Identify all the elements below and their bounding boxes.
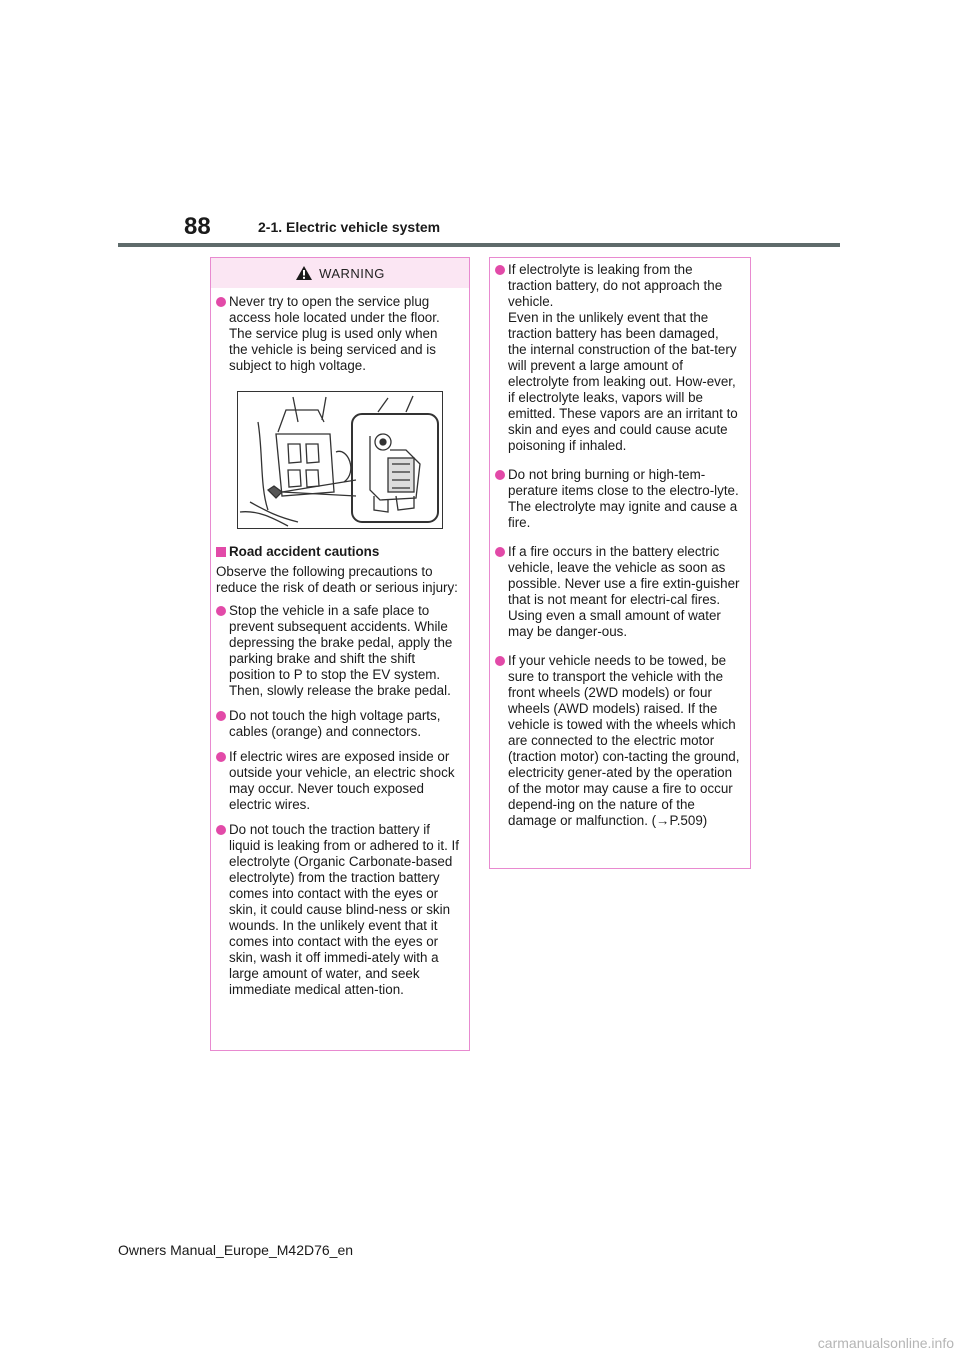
- watermark: carmanualsonline.info: [817, 1335, 954, 1351]
- list-item: [216, 822, 459, 998]
- service-plug-illustration-drawing: [238, 392, 442, 528]
- list-item: [495, 544, 740, 640]
- bullet-text: If a fire occurs in the battery electric vehicle, leave the vehicle as soon as possible. Never use a fire extin-guisher that is not meant for electri-cal fires. Using even a small amount of water may be danger-ous.: [508, 544, 740, 639]
- bullet-continuation: Even in the unlikely event that the traction battery has been damaged, the internal construction of the bat-tery will prevent a large amount of electrolyte from leaking out. How-ever, if electrolyte leaks, vapors will be emitted. These vapors are an irritant to skin and eyes and could cause acute poisoning if inhaled.: [508, 310, 738, 453]
- footer-manual-id: Owners Manual_Europe_M42D76_en: [118, 1242, 354, 1258]
- bullet-text: If electrolyte is leaking from the traction battery, do not approach the vehicle.: [508, 262, 723, 309]
- square-bullet-icon: [216, 547, 226, 557]
- bullet-text: Never try to open the service plug access hole located under the floor. The service plug is used only when the vehicle is being serviced and is subject to high voltage.: [229, 294, 440, 373]
- bullet-dot-icon: [495, 265, 505, 275]
- bullet-dot-icon: [216, 297, 226, 307]
- bullet-dot-icon: [495, 470, 505, 480]
- list-item: [216, 603, 459, 699]
- list-item: [495, 467, 740, 531]
- page-number: 88: [184, 213, 211, 240]
- list-item: [216, 708, 459, 740]
- bullet-dot-icon: [216, 711, 226, 721]
- header-rule: [118, 243, 840, 247]
- bullet-dot-icon: [495, 656, 505, 666]
- warning-label: WARNING: [319, 265, 385, 281]
- warning-header: [211, 258, 469, 288]
- list-item: [495, 262, 740, 454]
- bullet-text: If your vehicle needs to be towed, be sure to transport the vehicle with the front wheels (2WD models) or four wheels (AWD models) raised. If the vehicle is towed with the wheels which are connected to the electric motor (traction motor) con-tacting the ground, electricity gener-ated by the operation of the motor may cause a fire to occur depend-ing on the nature of the damage or malfunction. (→P.509): [508, 653, 740, 828]
- bullet-text: If electric wires are exposed inside or outside your vehicle, an electric shock may occur. Never touch exposed electric wires.: [229, 749, 455, 812]
- bullet-dot-icon: [216, 752, 226, 762]
- bullet-text: Do not touch the high voltage parts, cables (orange) and connectors.: [229, 708, 441, 739]
- list-item: [495, 653, 740, 829]
- warning-box-right: [489, 257, 751, 869]
- service-plug-illustration: [237, 391, 443, 529]
- bullet-dot-icon: [216, 825, 226, 835]
- section-title: 2-1. Electric vehicle system: [258, 219, 441, 235]
- bullet-text: Do not touch the traction battery if liquid is leaking from or adhered to it. If electrolyte (Organic Carbonate-based electrolyte) from the traction battery comes into contact with the eyes or skin, it could cause blind-ness or skin wounds. In the unlikely event that it comes into contact with the eyes or skin, wash it off immedi-ately with a large amount of water, and seek immediate medical atten-tion.: [229, 822, 459, 997]
- road-accident-heading: Road accident cautions: [216, 544, 459, 560]
- bullet-text: Stop the vehicle in a safe place to prevent subsequent accidents. While depressing the brake pedal, apply the parking brake and shift the shift position to P to stop the EV system. Then, slowly release the brake pedal.: [229, 603, 453, 698]
- warning-box-left: [210, 257, 470, 1051]
- bullet-dot-icon: [216, 606, 226, 616]
- warning-triangle-icon: [295, 265, 313, 281]
- list-item: [216, 749, 459, 813]
- bullet-text: Do not bring burning or high-tem-perature items close to the electro-lyte. The electrolyte may ignite and cause a fire.: [508, 467, 739, 530]
- bullet-dot-icon: [495, 547, 505, 557]
- road-accident-intro: Observe the following precautions to reduce the risk of death or serious injury:: [216, 564, 458, 595]
- list-item: [216, 294, 459, 374]
